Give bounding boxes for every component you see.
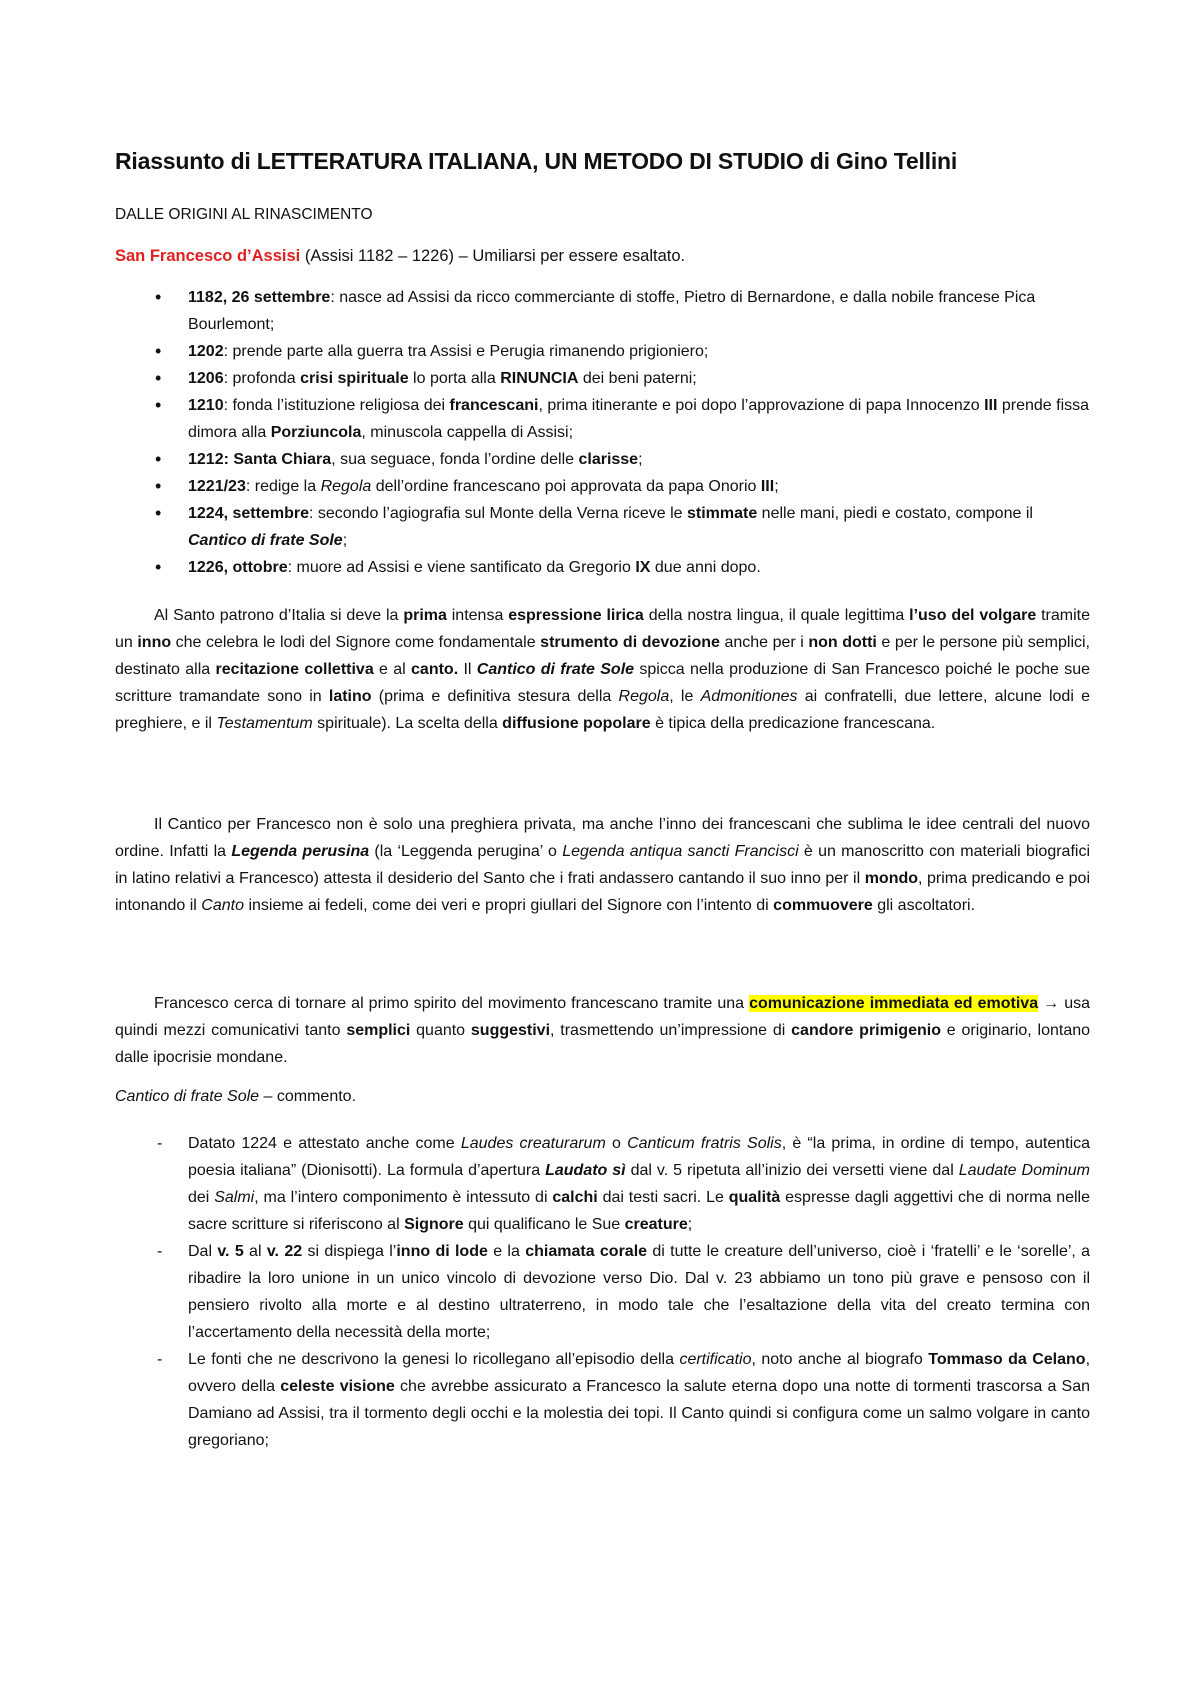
list-item: • 1206: profonda crisi spirituale lo porta alla RINUNCIA dei beni paterni; — [115, 365, 1090, 392]
paragraph-1: Al Santo patrono d’Italia si deve la prima intensa espressione lirica della nostra lingua, il quale legittima l’uso del volgare tramite un inno che celebra le lodi del Signore come fondamentale strumento di devozione anche per i non dotti e per le persone più semplici, destinato alla recitazione collettiva e al canto. Il Cantico di frate Sole spicca nella produzione di San Francesco poiché le poche sue scritture tramandate sono in latino (prima e definitiva stesura della Regola, le Admonitiones ai confratelli, due lettere, alcune lodi e preghiere, e il Testamentum spirituale). La scelta della diffusione popolare è tipica della predicazione francescana. — [115, 607, 1091, 732]
list-item: • 1182, 26 settembre: nasce ad Assisi da ricco commerciante di stoffe, Pietro di Bernardone, e dalla nobile francese Pica Bourlemont; — [115, 284, 1090, 338]
list-item: • 1224, settembre: secondo l’agiografia sul Monte della Verna riceve le stimmate nelle mani, piedi e costato, compone il Cantico di frate Sole; — [115, 500, 1090, 554]
intro-line — [115, 247, 685, 266]
list-item: • 1202: prende parte alla guerra tra Assisi e Perugia rimanendo prigioniero; — [115, 338, 1090, 365]
list-item: • 1221/23: redige la Regola dell’ordine francescano poi approvata da papa Onorio III; — [115, 473, 1090, 500]
list-item: - Le fonti che ne descrivono la genesi lo ricollegano all’episodio della certificatio, noto anche al biografo Tommaso da Celano, ovvero della celeste visione che avrebbe assicurato a Francesco la salute eterna dopo una notte di tormenti trascorsa a San Damiano ad Assisi, tra il tormento degli occhi e la molestia dei topi. Il Canto quindi si configura come un salmo volgare in canto gregoriano; — [115, 1346, 1090, 1454]
timeline-list — [115, 284, 1090, 581]
list-item: - Datato 1224 e attestato anche come Laudes creaturarum o Canticum fratris Solis, è “la prima, in ordine di tempo, autentica poesia italiana” (Dionisotti). La formula d’apertura Laudato sì dal v. 5 ripetuta all’inizio dei versetti viene dal Laudate Dominum dei Salmi, ma l’intero componimento è intessuto di calchi dai testi sacri. Le qualità espresse dagli aggettivi che di norma nelle sacre scritture si riferiscono al Signore qui qualificano le Sue creature; — [115, 1130, 1090, 1238]
section-subtitle: DALLE ORIGINI AL RINASCIMENTO — [115, 206, 373, 223]
paragraph-3: Francesco cerca di tornare al primo spirito del movimento francescano tramite una comunicazione immediata ed emotiva → usa quindi mezzi comunicativi tanto semplici quanto suggestivi, trasmettendo un’impressione di candore primigenio e originario, lontano dalle ipocrisie mondane. — [115, 995, 1091, 1066]
list-item: • 1226, ottobre: muore ad Assisi e viene santificato da Gregorio IX due anni dopo. — [115, 554, 1090, 581]
arrow-icon: → — [1043, 995, 1060, 1012]
list-item: • 1212: Santa Chiara, sua seguace, fonda l’ordine delle clarisse; — [115, 446, 1090, 473]
intro-name: San Francesco d’Assisi — [115, 247, 301, 265]
document-title: Riassunto di LETTERATURA ITALIANA, UN METODO DI STUDIO di Gino Tellini — [115, 148, 958, 174]
paragraph-2: Il Cantico per Francesco non è solo una preghiera privata, ma anche l’inno dei francescani che sublima le idee centrali del nuovo ordine. Infatti la Legenda perusina (la ‘Leggenda perugina’ o Legenda antiqua sancti Francisci è un manoscritto con materiali biografici in latino relativi a Francesco) attesta il desiderio del Santo che i frati andassero cantando il suo inno per il mondo, prima predicando e poi intonando il Canto insieme ai fedeli, come dei veri e propri giullari del Signore con l’intento di commuovere gli ascoltatori. — [115, 816, 1091, 914]
highlighted-text: comunicazione immediata ed emotiva — [749, 995, 1039, 1012]
list-item: - Dal v. 5 al v. 22 si dispiega l’inno di lode e la chiamata corale di tutte le creature dell’universo, cioè i ‘fratelli’ e le ‘sorelle’, a ribadire la loro unione in un unico vincolo di devozione verso Dio. Dal v. 23 abbiamo un tono più grave e pensoso con il pensiero rivolto alla morte e al destino ultraterreno, in modo tale che l’esaltazione della vita del creato termina con l’accertamento della necessità della morte; — [115, 1238, 1090, 1346]
commento-heading: Cantico di frate Sole – commento. — [115, 1088, 357, 1105]
list-item: • 1210: fonda l’istituzione religiosa dei francescani, prima itinerante e poi dopo l’approvazione di papa Innocenzo III prende fissa dimora alla Porziuncola, minuscola cappella di Assisi; — [115, 392, 1090, 446]
notes-list — [115, 1130, 1090, 1454]
intro-rest: (Assisi 1182 – 1226) – Umiliarsi per essere esaltato. — [300, 247, 686, 265]
